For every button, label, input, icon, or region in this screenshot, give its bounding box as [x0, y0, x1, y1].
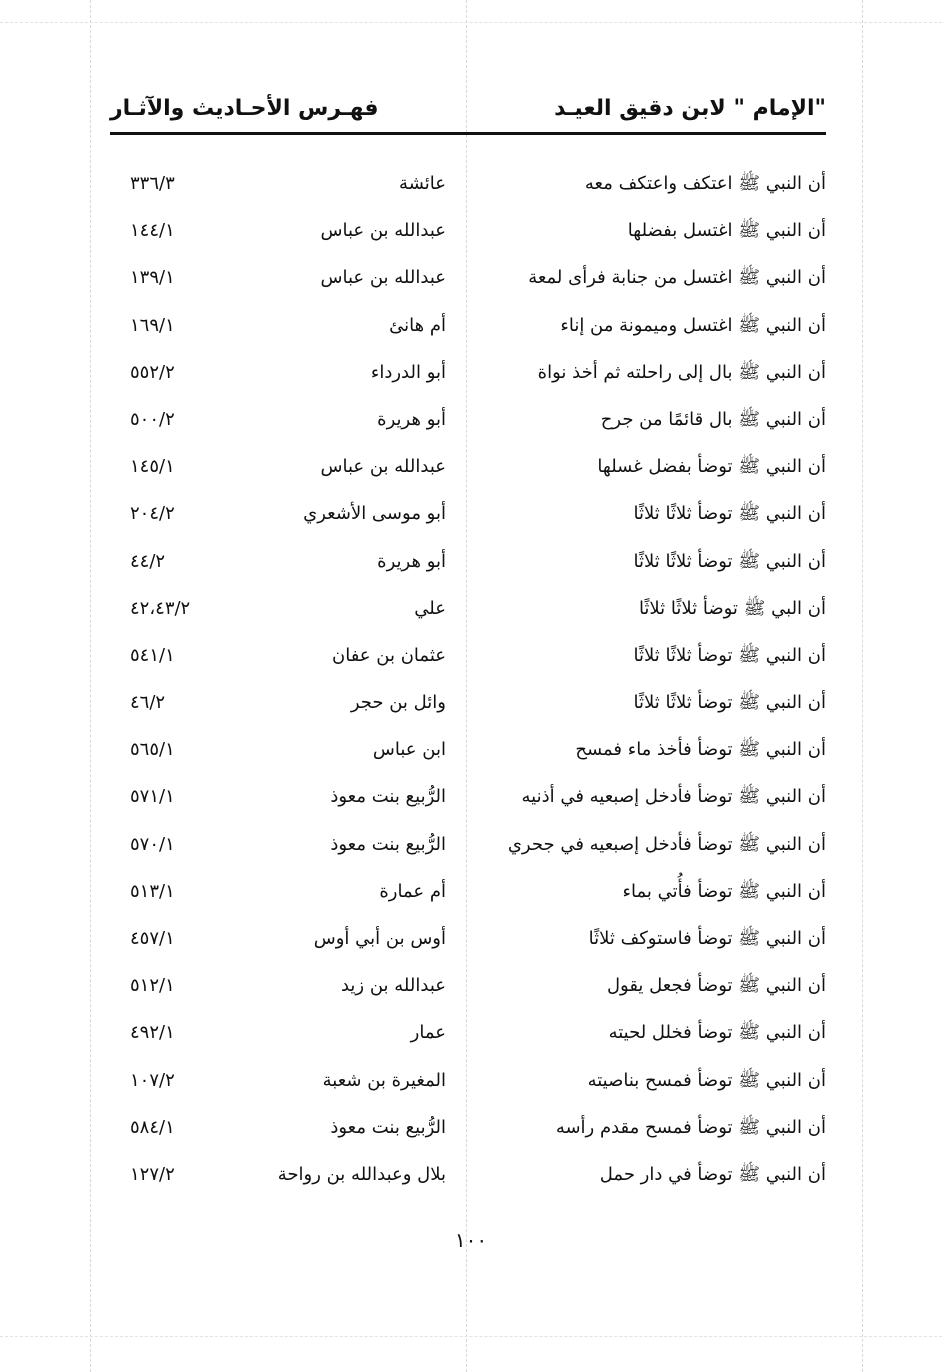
- volume-page-reference: ٥٧٠/١: [130, 833, 175, 855]
- hadith-text: أن النبي ﷺ اغتسل من جنابة فرأى لمعة: [528, 267, 826, 289]
- index-entry: [110, 544, 826, 591]
- volume-page-reference: ٥١٣/١: [130, 880, 175, 902]
- hadith-text: أن النبي ﷺ توضأ ثلاثًا ثلاثًا: [633, 503, 826, 525]
- scan-guide-line: [0, 22, 942, 23]
- narrator-name: ابن عباس: [372, 739, 446, 761]
- index-entry: [110, 308, 826, 355]
- hadith-text: أن البي ﷺ توضأ ثلاثًا ثلاثًا: [638, 597, 826, 619]
- hadith-text: أن النبي ﷺ توضأ فخلل لحيته: [608, 1022, 826, 1044]
- hadith-text: أن النبي ﷺ اعتكف واعتكف معه: [584, 173, 826, 194]
- narrator-name: أبو هريرة: [377, 408, 446, 430]
- scan-guide-line: [862, 0, 863, 1372]
- volume-page-reference: ٥٤١/١: [130, 644, 175, 666]
- narrator-name: بلال وعبدالله بن رواحة: [277, 1163, 446, 1185]
- hadith-text: أن النبي ﷺ بال قائمًا من جرح: [600, 408, 826, 430]
- index-entry: [110, 968, 826, 1015]
- index-entry: [110, 638, 826, 685]
- index-entry: [110, 685, 826, 732]
- index-entry: [110, 1015, 826, 1062]
- narrator-name: عائشة: [399, 173, 446, 194]
- hadith-text: أن النبي ﷺ توضأ فمسح مقدم رأسه: [555, 1116, 826, 1138]
- index-entry: [110, 921, 826, 968]
- volume-page-reference: ٤٢،٤٣/٢: [130, 597, 191, 619]
- volume-page-reference: ٥٥٢/٢: [130, 361, 175, 383]
- narrator-name: أم عمارة: [379, 880, 446, 902]
- narrator-name: عبدالله بن عباس: [320, 456, 446, 478]
- volume-page-reference: ٣٣٦/٣: [130, 173, 175, 194]
- index-entry: [110, 355, 826, 402]
- volume-page-reference: ١٤٤/١: [130, 220, 175, 242]
- hadith-text: أن النبي ﷺ توضأ فأُتي بماء: [622, 880, 826, 902]
- narrator-name: وائل بن حجر: [350, 692, 446, 714]
- narrator-name: أبو هريرة: [377, 550, 446, 572]
- hadith-text: أن النبي ﷺ اغتسل بفضلها: [627, 220, 826, 242]
- hadith-index-list: [110, 166, 826, 1204]
- page-number: ١٠٠: [454, 1228, 488, 1252]
- volume-page-reference: ٤٦/٢: [130, 692, 166, 714]
- narrator-name: عثمان بن عفان: [332, 644, 446, 666]
- narrator-name: أوس بن أبي أوس: [313, 928, 446, 949]
- volume-page-reference: ٢٠٤/٢: [130, 503, 175, 525]
- hadith-text: أن النبي ﷺ توضأ فأدخل إصبعيه في جحري: [507, 833, 826, 855]
- volume-page-reference: ٥٦٥/١: [130, 739, 175, 761]
- hadith-text: أن النبي ﷺ بال إلى راحلته ثم أخذ نواة: [537, 361, 826, 383]
- narrator-name: أبو الدرداء: [370, 361, 446, 383]
- running-header: [110, 96, 826, 136]
- index-entry: [110, 591, 826, 638]
- hadith-text: أن النبي ﷺ توضأ ثلاثًا ثلاثًا: [633, 692, 826, 714]
- volume-page-reference: ٥٠٠/٢: [130, 408, 175, 430]
- narrator-name: عبدالله بن عباس: [320, 267, 446, 289]
- narrator-name: عبدالله بن عباس: [320, 220, 446, 242]
- narrator-name: عمار: [410, 1022, 446, 1044]
- volume-page-reference: ١٤٥/١: [130, 456, 175, 478]
- book-title: "الإمام " لابن دقيق العيـد: [554, 96, 826, 121]
- hadith-text: أن النبي ﷺ توضأ في دار حمل: [599, 1163, 826, 1185]
- volume-page-reference: ١٢٧/٢: [130, 1163, 175, 1185]
- volume-page-reference: ٥٨٤/١: [130, 1116, 175, 1138]
- index-entry: [110, 1110, 826, 1157]
- hadith-text: أن النبي ﷺ اغتسل وميمونة من إناء: [560, 314, 826, 336]
- hadith-text: أن النبي ﷺ توضأ بفضل غسلها: [597, 456, 826, 478]
- narrator-name: أم هانئ: [389, 314, 446, 336]
- index-entry: [110, 166, 826, 213]
- index-entry: [110, 449, 826, 496]
- narrator-name: المغيرة بن شعبة: [322, 1069, 446, 1091]
- narrator-name: أبو موسى الأشعري: [303, 503, 446, 525]
- volume-page-reference: ٤٤/٢: [130, 550, 166, 572]
- index-entry: [110, 260, 826, 307]
- section-title: فهـرس الأحـاديث والآثـار: [110, 96, 379, 121]
- hadith-text: أن النبي ﷺ توضأ فأخذ ماء فمسح: [575, 739, 826, 761]
- narrator-name: الرُّبيع بنت معوذ: [330, 786, 446, 808]
- volume-page-reference: ٥١٢/١: [130, 975, 175, 997]
- hadith-text: أن النبي ﷺ توضأ فاستوكف ثلاثًا: [588, 928, 826, 949]
- volume-page-reference: ١٠٧/٢: [130, 1069, 175, 1091]
- index-entry: [110, 402, 826, 449]
- index-entry: [110, 827, 826, 874]
- narrator-name: عبدالله بن زيد: [340, 975, 446, 997]
- index-entry: [110, 732, 826, 779]
- index-entry: [110, 874, 826, 921]
- volume-page-reference: ١٣٩/١: [130, 267, 175, 289]
- index-entry: [110, 1157, 826, 1204]
- hadith-text: أن النبي ﷺ توضأ ثلاثًا ثلاثًا: [633, 644, 826, 666]
- hadith-text: أن النبي ﷺ توضأ فمسح بناصيته: [587, 1069, 826, 1091]
- volume-page-reference: ٤٩٢/١: [130, 1022, 175, 1044]
- volume-page-reference: ٤٥٧/١: [130, 928, 175, 949]
- narrator-name: الرُّبيع بنت معوذ: [330, 1116, 446, 1138]
- volume-page-reference: ١٦٩/١: [130, 314, 175, 336]
- scan-guide-line: [90, 0, 91, 1372]
- narrator-name: الرُّبيع بنت معوذ: [330, 833, 446, 855]
- scan-guide-line: [0, 1336, 942, 1337]
- index-entry: [110, 779, 826, 826]
- hadith-text: أن النبي ﷺ توضأ فأدخل إصبعيه في أذنيه: [521, 786, 826, 808]
- volume-page-reference: ٥٧١/١: [130, 786, 175, 808]
- header-rule: [110, 132, 826, 135]
- index-entry: [110, 213, 826, 260]
- index-entry: [110, 496, 826, 543]
- hadith-text: أن النبي ﷺ توضأ ثلاثًا ثلاثًا: [633, 550, 826, 572]
- index-entry: [110, 1063, 826, 1110]
- hadith-text: أن النبي ﷺ توضأ فجعل يقول: [606, 975, 826, 997]
- narrator-name: علي: [414, 597, 446, 619]
